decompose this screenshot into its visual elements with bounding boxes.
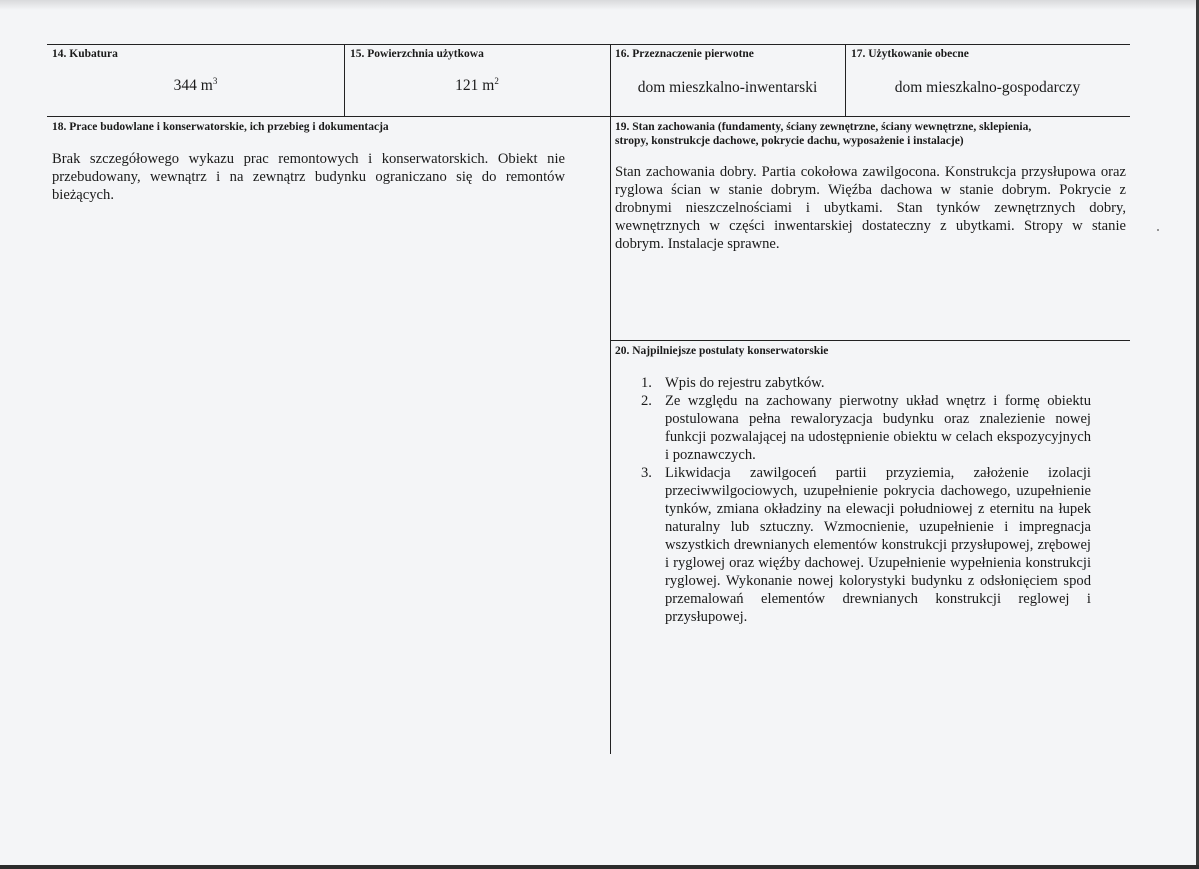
- field-19-label-line-2: stropy, konstrukcje dachowe, pokrycie dachu, wyposażenie i instalacje): [615, 135, 964, 147]
- field-20-label: 20. Najpilniejsze postulaty konserwatorskie: [615, 345, 829, 357]
- list-item-text: Wpis do rejestru zabytków.: [665, 375, 825, 391]
- list-item: [641, 392, 1091, 464]
- list-item: [641, 464, 1091, 626]
- field-19-label: [615, 120, 1125, 148]
- list-item-text: Likwidacja zawilgoceń partii przyziemia, założenie izolacji przeciwwilgociowych, uzupełnienie pokrycia dachowego, uzupełnienie tynków, zmiana okładziny na elewacji południowej z eternitu na łupek naturalny lub sztuczny. Wzmocnienie, uzupełnienie i impregnacja wszystkich drewnianych elementów konstrukcji przysłupowej, zrębowej i ryglowej oraz więźby dachowej. Uzupełnienie wypełnienia konstrukcji ryglowej. Wykonanie nowej kolorystyki budynku z odsłonięciem spod przemalowań elementów drewnianych konstrukcji reglowej i przysłupowej.: [665, 465, 1091, 625]
- field-17-label: 17. Użytkowanie obecne: [851, 48, 969, 60]
- col-divider-main: [610, 44, 611, 754]
- field-14-label: 14. Kubatura: [52, 48, 118, 60]
- field-18-text: Brak szczegółowego wykazu prac remontowych i konserwatorskich. Obiekt nie przebudowany, wewnątrz i na zewnątrz budynku ograniczano się do remontów bieżących.: [52, 151, 565, 203]
- list-item: [641, 374, 1091, 392]
- row-divider-2: [610, 340, 1130, 341]
- scan-speck: [1157, 229, 1159, 231]
- list-item-text: Ze względu na zachowany pierwotny układ wnętrz i formę obiektu postulowana pełna rewaloryzacja budynku oraz znalezienie nowej funkcji pozwalającej na udostępnienie obiektu w celach ekspozycyjnych i poznawczych.: [665, 393, 1091, 463]
- list-item-number: 3.: [641, 465, 652, 481]
- list-item-number: 1.: [641, 375, 652, 391]
- table-top-border: [47, 44, 1130, 45]
- field-19-text: Stan zachowania dobry. Partia cokołowa zawilgocona. Konstrukcja przysłupowa oraz ryglowa ścian w stanie dobrym. Więźba dachowa w stanie dobrym. Pokrycie z drobnymi nieszczelnościami i ubytkami. Stan tynków zewnętrznych dobry, wewnętrznych w części inwentarskiej dostateczny z ubytkami. Stropy w stanie dobrym. Instalacje sprawne.: [615, 164, 1126, 252]
- field-15-label: 15. Powierzchnia użytkowa: [350, 48, 484, 60]
- field-18-label: 18. Prace budowlane i konserwatorskie, ich przebieg i dokumentacja: [52, 121, 389, 133]
- list-item-number: 2.: [641, 393, 652, 409]
- field-16-label: 16. Przeznaczenie pierwotne: [615, 48, 754, 60]
- field-19-label-line-1: 19. Stan zachowania (fundamenty, ściany zewnętrzne, ściany wewnętrzne, sklepienia,: [615, 121, 1032, 133]
- field-14-value: 344 $m^3$: [173, 76, 218, 95]
- field-15-value: 121 $m^2$: [455, 76, 499, 95]
- row-divider-1: [47, 116, 1130, 117]
- field-17-value: dom mieszkalno-gospodarczy: [894, 79, 1081, 96]
- postulates-list: [641, 374, 1091, 626]
- field-16-value: dom mieszkalno-inwentarski: [637, 79, 818, 96]
